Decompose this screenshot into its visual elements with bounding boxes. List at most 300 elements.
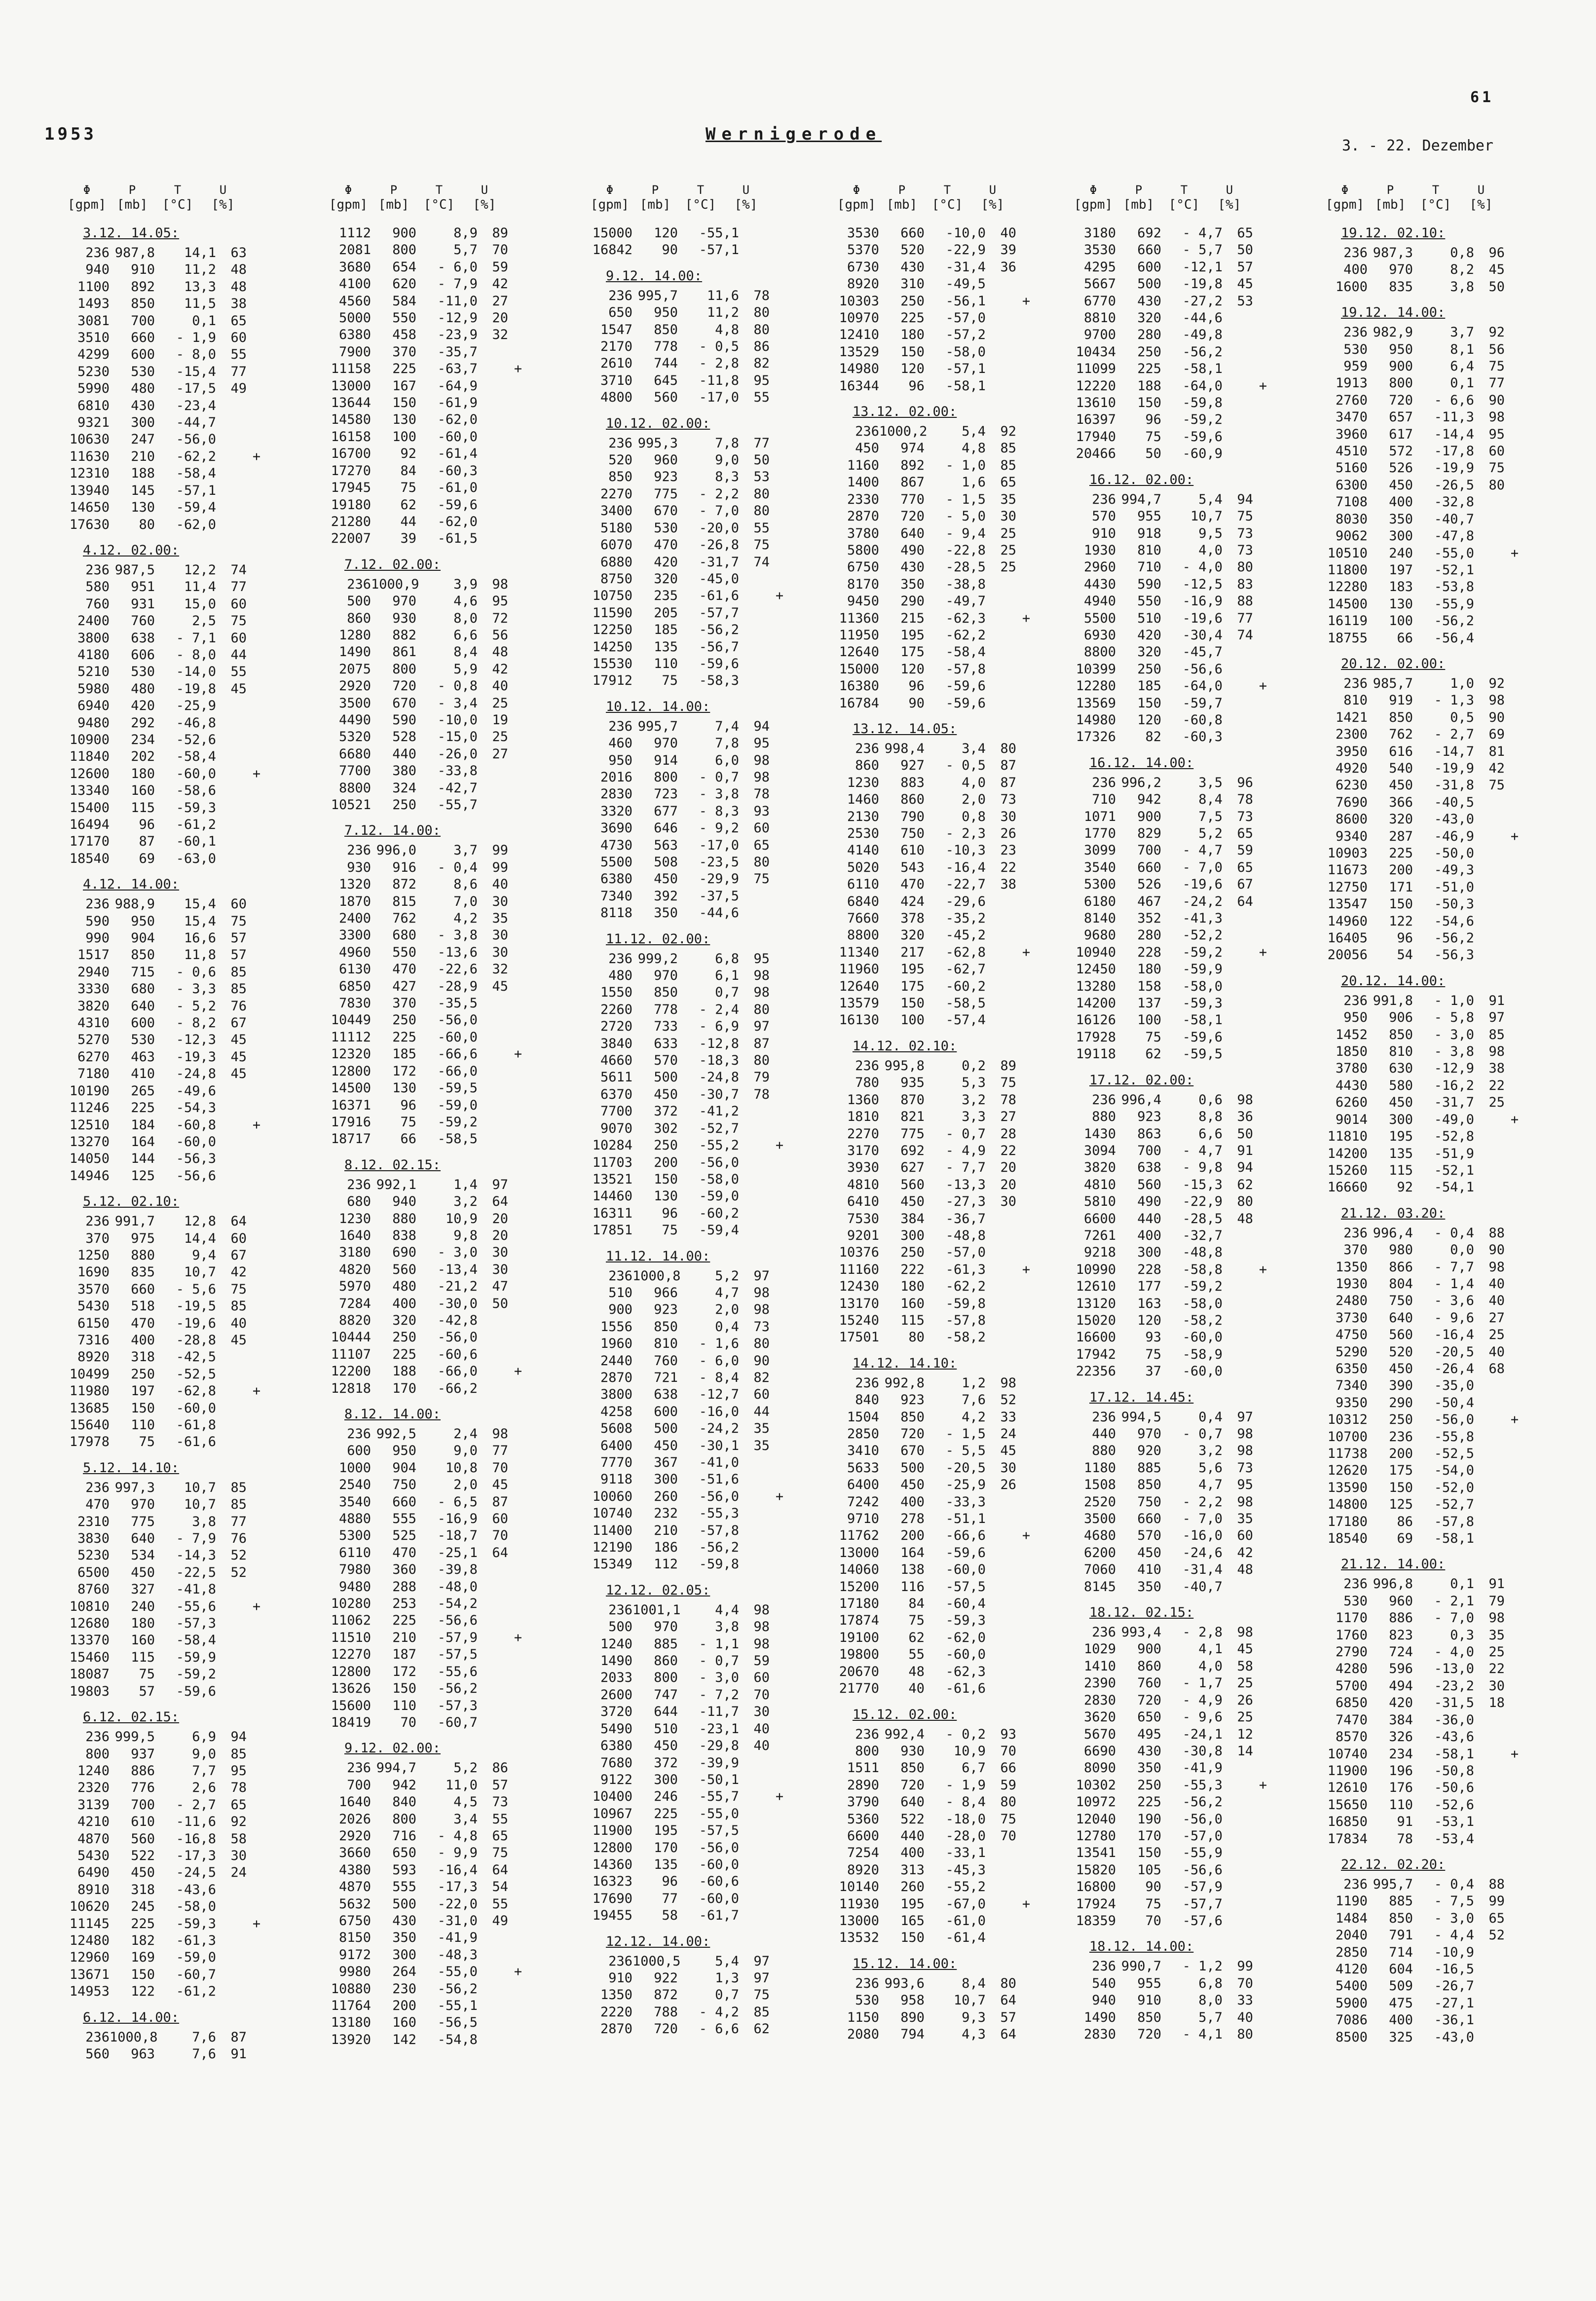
tropopause-mark bbox=[508, 1845, 528, 1861]
geopotential-cell: 5430 bbox=[77, 1299, 110, 1314]
humidity-cell: 98 bbox=[753, 1602, 770, 1618]
sounding-block bbox=[567, 225, 814, 259]
pressure-cell: 778 bbox=[654, 339, 678, 355]
pressure-cell: 115 bbox=[1389, 1162, 1413, 1178]
temperature-cell: -54,6 bbox=[1434, 913, 1474, 929]
tropopause-mark bbox=[247, 1150, 266, 1167]
temperature-cell: -62,0 bbox=[437, 514, 478, 529]
temperature-cell: 1,2 bbox=[962, 1375, 986, 1391]
humidity-cell: 26 bbox=[1237, 1692, 1253, 1708]
pressure-cell: 560 bbox=[1137, 1177, 1161, 1192]
sounding-row bbox=[814, 961, 1061, 978]
geopotential-cell: 3530 bbox=[847, 225, 879, 241]
tropopause-mark: + bbox=[514, 1630, 522, 1645]
tropopause-mark bbox=[1253, 695, 1273, 712]
humidity-cell bbox=[216, 1916, 247, 1932]
sounding-row bbox=[306, 1698, 553, 1714]
tropopause-mark bbox=[1505, 1814, 1524, 1830]
sounding-row bbox=[1302, 1593, 1549, 1610]
pressure-cell: 450 bbox=[654, 1738, 678, 1754]
sounding-row bbox=[1051, 327, 1298, 343]
geopotential-cell: 2270 bbox=[847, 1126, 879, 1142]
sounding-block bbox=[1302, 304, 1549, 647]
temperature-cell: - 6,6 bbox=[1434, 392, 1474, 408]
geopotential-cell: 236 bbox=[1343, 245, 1368, 260]
humidity-cell bbox=[1474, 1462, 1505, 1479]
geopotential-cell: 18540 bbox=[69, 851, 110, 866]
temperature-cell: 10,7 bbox=[184, 1480, 216, 1495]
geopotential-cell: 5490 bbox=[600, 1721, 632, 1737]
pressure-cell: 450 bbox=[900, 1194, 925, 1210]
humidity-cell bbox=[1223, 944, 1253, 961]
geopotential-cell: 1150 bbox=[847, 2009, 879, 2025]
geopotential-cell: 5370 bbox=[847, 242, 879, 258]
tropopause-mark bbox=[1253, 1494, 1273, 1511]
temperature-cell: -58,6 bbox=[176, 783, 216, 799]
pressure-cell: 120 bbox=[654, 225, 678, 241]
sounding-row bbox=[1302, 1927, 1549, 1944]
humidity-cell: 73 bbox=[753, 1319, 770, 1335]
geopotential-cell: 10312 bbox=[1327, 1412, 1368, 1428]
humidity-cell: 98 bbox=[1488, 693, 1505, 708]
sounding-row bbox=[1051, 491, 1298, 508]
humidity-cell: 40 bbox=[1237, 2009, 1253, 2025]
sounding-row bbox=[44, 1230, 291, 1247]
sounding-row bbox=[567, 1556, 814, 1573]
tropopause-mark bbox=[247, 482, 266, 499]
geopotential-cell: 1550 bbox=[600, 985, 632, 1001]
tropopause-mark bbox=[770, 2021, 789, 2038]
humidity-cell: 60 bbox=[492, 1511, 508, 1527]
humidity-cell bbox=[1474, 1446, 1505, 1462]
pressure-cell: 724 bbox=[1389, 1644, 1413, 1660]
sounding-row bbox=[814, 1913, 1061, 1930]
pressure-cell: 955 bbox=[1137, 509, 1161, 524]
sounding-row bbox=[567, 871, 814, 888]
sounding-row bbox=[1302, 1411, 1549, 1428]
tropopause-mark bbox=[1505, 845, 1524, 862]
sounding-row bbox=[306, 1760, 553, 1777]
tropopause-mark bbox=[1253, 1177, 1273, 1193]
temperature-cell: 7,7 bbox=[192, 1763, 216, 1779]
temperature-cell: -59,3 bbox=[176, 1916, 216, 1931]
sounding-row bbox=[814, 1227, 1061, 1244]
pressure-cell: 692 bbox=[1137, 225, 1161, 241]
tropopause-mark bbox=[1253, 1527, 1273, 1544]
geopotential-cell: 17945 bbox=[331, 480, 371, 496]
temperature-cell: -50,6 bbox=[1434, 1780, 1474, 1796]
humidity-cell: 65 bbox=[492, 1828, 508, 1844]
humidity-cell: 38 bbox=[1488, 1061, 1505, 1076]
tropopause-mark bbox=[770, 951, 789, 967]
geopotential-cell: 3930 bbox=[847, 1160, 879, 1176]
tropopause-mark bbox=[770, 871, 789, 888]
pressure-cell: 1000,2 bbox=[879, 424, 928, 440]
humidity-cell bbox=[216, 748, 247, 765]
geopotential-cell: 2130 bbox=[847, 809, 879, 824]
pressure-cell: 480 bbox=[131, 381, 155, 397]
tropopause-mark bbox=[770, 435, 789, 452]
sounding-row bbox=[567, 554, 814, 571]
pressure-cell: 716 bbox=[392, 1828, 416, 1844]
pressure-cell: 313 bbox=[900, 1862, 925, 1878]
pressure-cell: 654 bbox=[392, 259, 416, 275]
column-6 bbox=[1302, 183, 1549, 2055]
sounding-row bbox=[1302, 1146, 1549, 1162]
sounding-row bbox=[567, 1370, 814, 1386]
pressure-cell: 420 bbox=[131, 698, 155, 714]
sounding-row bbox=[1051, 825, 1298, 842]
humidity-cell: 25 bbox=[1000, 542, 1016, 558]
geopotential-cell: 2920 bbox=[338, 678, 371, 694]
sounding-row bbox=[1302, 392, 1549, 409]
sounding-row bbox=[814, 1743, 1061, 1760]
temperature-cell: -59,3 bbox=[1182, 996, 1223, 1011]
sounding-row bbox=[44, 562, 291, 579]
temperature-cell: -49,7 bbox=[945, 594, 986, 609]
tropopause-mark bbox=[508, 927, 528, 944]
geopotential-cell: 7340 bbox=[1335, 1378, 1368, 1394]
humidity-cell bbox=[1474, 494, 1505, 511]
tropopause-mark bbox=[1505, 596, 1524, 613]
unit-header bbox=[1071, 183, 1298, 212]
geopotential-cell: 9480 bbox=[338, 1579, 371, 1595]
sounding-row bbox=[814, 508, 1061, 525]
tropopause-mark bbox=[1505, 862, 1524, 879]
geopotential-cell: 3780 bbox=[847, 525, 879, 541]
year-label: 1953 bbox=[44, 124, 97, 144]
temperature-cell: -59,4 bbox=[176, 500, 216, 516]
sounding-row bbox=[567, 752, 814, 769]
sounding-row bbox=[1051, 1692, 1298, 1709]
sounding-block bbox=[306, 1406, 553, 1731]
tropopause-mark bbox=[1016, 757, 1036, 774]
sounding-row bbox=[814, 775, 1061, 791]
tropopause-mark bbox=[247, 579, 266, 595]
temperature-cell: 6,8 bbox=[715, 951, 739, 966]
sounding-row bbox=[306, 842, 553, 859]
pressure-cell: 994,7 bbox=[376, 1760, 416, 1776]
geopotential-cell: 11340 bbox=[839, 944, 879, 960]
sounding-row bbox=[44, 1349, 291, 1366]
geopotential-cell: 4258 bbox=[600, 1404, 632, 1419]
humidity-cell bbox=[986, 995, 1016, 1012]
temperature-cell: -31,5 bbox=[1434, 1695, 1474, 1711]
tropopause-mark bbox=[247, 296, 266, 312]
pressure-cell: 510 bbox=[1137, 610, 1161, 626]
sounding-row bbox=[1051, 1312, 1298, 1329]
humidity-cell bbox=[739, 888, 770, 905]
geopotential-cell: 5290 bbox=[1335, 1344, 1368, 1360]
humidity-cell: 90 bbox=[753, 1353, 770, 1369]
humidity-cell: 94 bbox=[1237, 491, 1253, 507]
pressure-cell: 470 bbox=[131, 1315, 155, 1331]
geopotential-cell: 18419 bbox=[331, 1714, 371, 1730]
humidity-cell: 70 bbox=[492, 1460, 508, 1476]
pressure-cell: 720 bbox=[900, 1426, 925, 1442]
sounding-row bbox=[1302, 1678, 1549, 1695]
humidity-cell bbox=[986, 1296, 1016, 1312]
pressure-cell: 900 bbox=[1137, 809, 1161, 824]
pressure-cell: 775 bbox=[900, 1126, 925, 1142]
geopotential-cell: 3800 bbox=[600, 1387, 632, 1403]
tropopause-mark bbox=[1505, 1627, 1524, 1644]
tropopause-mark bbox=[770, 837, 789, 854]
humidity-cell bbox=[1223, 1296, 1253, 1312]
sounding-row bbox=[814, 809, 1061, 825]
temperature-cell: -60,0 bbox=[176, 766, 216, 781]
humidity-cell: 75 bbox=[1237, 509, 1253, 524]
humidity-cell bbox=[478, 395, 508, 411]
geopotential-cell: 7470 bbox=[1335, 1712, 1368, 1728]
geopotential-cell: 6150 bbox=[77, 1315, 110, 1331]
tropopause-mark bbox=[247, 330, 266, 346]
sounding-row bbox=[306, 1930, 553, 1946]
temperature-cell: -58,1 bbox=[1434, 1746, 1474, 1762]
pressure-cell: 850 bbox=[131, 296, 155, 312]
tropopause-mark bbox=[508, 1664, 528, 1680]
pressure-cell: 92 bbox=[400, 446, 416, 462]
humidity-cell: 60 bbox=[230, 896, 247, 912]
temperature-cell: -32,7 bbox=[1182, 1227, 1223, 1243]
tropopause-mark bbox=[770, 288, 789, 304]
pressure-cell: 175 bbox=[1389, 1463, 1413, 1479]
temperature-cell: - 7,0 bbox=[1182, 859, 1223, 875]
temperature-cell: -19,9 bbox=[1434, 460, 1474, 476]
sounding-row bbox=[567, 435, 814, 452]
geopotential-cell: 11840 bbox=[69, 749, 110, 765]
humidity-cell bbox=[478, 1346, 508, 1363]
temperature-cell: 10,7 bbox=[953, 1993, 986, 2008]
temperature-cell: -24,5 bbox=[176, 1865, 216, 1881]
geopotential-cell: 13340 bbox=[69, 783, 110, 799]
pressure-cell: 350 bbox=[1389, 511, 1413, 527]
temperature-cell: - 3,4 bbox=[437, 695, 478, 711]
geopotential-cell: 8090 bbox=[1083, 1760, 1116, 1776]
pressure-cell: 75 bbox=[662, 1223, 678, 1238]
humidity-cell bbox=[739, 622, 770, 638]
tropopause-mark bbox=[508, 1511, 528, 1527]
sounding-row bbox=[1302, 528, 1549, 545]
geopotential-cell: 910 bbox=[1092, 525, 1116, 541]
pressure-cell: 790 bbox=[900, 809, 925, 824]
geopotential-cell: 6930 bbox=[1083, 627, 1116, 643]
temperature-cell: -52,1 bbox=[1434, 562, 1474, 578]
pressure-cell: 325 bbox=[1389, 2029, 1413, 2045]
pressure-cell: 950 bbox=[654, 305, 678, 321]
geopotential-cell: 1490 bbox=[338, 644, 371, 660]
tropopause-mark bbox=[1253, 344, 1273, 361]
temperature-cell: 10,9 bbox=[953, 1743, 986, 1759]
sounding-block bbox=[567, 1933, 814, 2038]
humidity-cell bbox=[1474, 1496, 1505, 1513]
tropopause-mark bbox=[508, 876, 528, 893]
geopotential-cell: 4140 bbox=[847, 843, 879, 858]
humidity-cell bbox=[1223, 1811, 1253, 1828]
tropopause-mark bbox=[1253, 1227, 1273, 1244]
temperature-cell: -56,5 bbox=[437, 2015, 478, 2031]
geopotential-cell: 2026 bbox=[338, 1811, 371, 1827]
temperature-cell: 8,3 bbox=[715, 469, 739, 485]
humidity-cell bbox=[739, 1873, 770, 1890]
geopotential-cell: 1320 bbox=[338, 877, 371, 892]
humidity-cell bbox=[986, 1012, 1016, 1029]
sounding-time-title: 11.12. 02.00: bbox=[606, 931, 710, 947]
humidity-cell bbox=[1223, 644, 1253, 661]
sounding-time-title: 10.12. 02.00: bbox=[606, 415, 710, 431]
geopotential-cell: 9172 bbox=[338, 1947, 371, 1963]
station-title: Wernigerode bbox=[705, 124, 882, 144]
temperature-cell: -40,7 bbox=[1182, 1579, 1223, 1595]
tropopause-mark bbox=[770, 1556, 789, 1573]
humidity-cell: 30 bbox=[492, 944, 508, 960]
sounding-row bbox=[567, 769, 814, 786]
temperature-cell: -57,1 bbox=[176, 482, 216, 498]
sounding-row bbox=[1051, 927, 1298, 944]
temperature-cell: 8,4 bbox=[453, 644, 478, 660]
sounding-row bbox=[814, 741, 1061, 757]
unit-label: T [°C] bbox=[162, 183, 193, 212]
humidity-cell: 70 bbox=[1237, 1975, 1253, 1991]
geopotential-cell: 16323 bbox=[592, 1874, 632, 1890]
tropopause-mark bbox=[508, 1262, 528, 1278]
sounding-row bbox=[1051, 1992, 1298, 2009]
humidity-cell: 73 bbox=[1000, 792, 1016, 808]
pressure-cell: 430 bbox=[1137, 1743, 1161, 1759]
pressure-cell: 450 bbox=[1389, 778, 1413, 793]
tropopause-mark bbox=[770, 1268, 789, 1285]
sounding-row bbox=[44, 398, 291, 414]
sounding-row bbox=[1302, 828, 1549, 845]
pressure-cell: 37 bbox=[1145, 1364, 1161, 1379]
tropopause-mark bbox=[1253, 712, 1273, 729]
pressure-cell: 987,3 bbox=[1373, 245, 1413, 260]
sounding-row bbox=[1302, 1729, 1549, 1745]
pressure-cell: 215 bbox=[900, 610, 925, 626]
temperature-cell: - 7,1 bbox=[176, 630, 216, 646]
geopotential-cell: 3710 bbox=[600, 372, 632, 388]
tropopause-mark bbox=[1253, 491, 1273, 508]
pressure-cell: 500 bbox=[1137, 276, 1161, 292]
humidity-cell: 40 bbox=[230, 1315, 247, 1331]
sounding-row bbox=[1302, 1043, 1549, 1060]
humidity-cell: 24 bbox=[1000, 1426, 1016, 1442]
pressure-cell: 572 bbox=[1389, 444, 1413, 459]
sounding-row bbox=[567, 1704, 814, 1720]
pressure-cell: 69 bbox=[1397, 1531, 1413, 1547]
geopotential-cell: 8920 bbox=[847, 1862, 879, 1878]
geopotential-cell: 850 bbox=[608, 469, 632, 485]
sounding-row bbox=[1051, 610, 1298, 627]
tropopause-mark bbox=[1253, 978, 1273, 995]
sounding-row bbox=[567, 718, 814, 735]
geopotential-cell: 6400 bbox=[600, 1438, 632, 1453]
temperature-cell: - 5,7 bbox=[1182, 242, 1223, 258]
pressure-cell: 225 bbox=[392, 1029, 416, 1045]
pressure-cell: 815 bbox=[392, 893, 416, 909]
temperature-cell: 3,5 bbox=[1198, 775, 1223, 790]
tropopause-mark bbox=[770, 854, 789, 871]
tropopause-mark bbox=[1016, 809, 1036, 825]
pressure-cell: 570 bbox=[1137, 1528, 1161, 1544]
humidity-cell: 73 bbox=[1237, 809, 1253, 824]
tropopause-mark bbox=[1016, 1664, 1036, 1680]
pressure-cell: 87 bbox=[139, 834, 155, 850]
sounding-row bbox=[306, 1913, 553, 1930]
sounding-block bbox=[814, 721, 1061, 1029]
geopotential-cell: 14060 bbox=[839, 1562, 879, 1578]
tropopause-mark bbox=[1016, 775, 1036, 791]
pressure-cell: 110 bbox=[131, 1417, 155, 1433]
pressure-cell: 530 bbox=[131, 664, 155, 680]
tropopause-mark bbox=[1253, 1709, 1273, 1726]
sounding-row bbox=[44, 1366, 291, 1383]
temperature-cell: -58,2 bbox=[1182, 1312, 1223, 1328]
humidity-cell bbox=[986, 944, 1016, 961]
tropopause-mark bbox=[1253, 593, 1273, 610]
humidity-cell: 70 bbox=[753, 1687, 770, 1703]
geopotential-cell: 1071 bbox=[1083, 809, 1116, 824]
pressure-cell: 180 bbox=[131, 1616, 155, 1632]
humidity-cell: 60 bbox=[1237, 1528, 1253, 1544]
sounding-row bbox=[1051, 1177, 1298, 1193]
sounding-time-title: 17.12. 14.45: bbox=[1089, 1389, 1194, 1405]
temperature-cell: -59,2 bbox=[1182, 1279, 1223, 1295]
sounding-row bbox=[814, 327, 1061, 343]
temperature-cell: -45,2 bbox=[945, 928, 986, 943]
pressure-cell: 467 bbox=[1137, 893, 1161, 909]
sounding-row bbox=[306, 259, 553, 276]
pressure-cell: 420 bbox=[1137, 627, 1161, 643]
humidity-cell: 59 bbox=[1237, 843, 1253, 858]
humidity-cell bbox=[1223, 1029, 1253, 1046]
geopotential-cell: 8145 bbox=[1083, 1579, 1116, 1595]
sounding-row bbox=[306, 242, 553, 259]
temperature-cell: -60,0 bbox=[437, 429, 478, 445]
humidity-cell: 60 bbox=[1488, 444, 1505, 459]
pressure-cell: 720 bbox=[654, 2021, 678, 2037]
tropopause-mark: + bbox=[514, 361, 522, 377]
pressure-cell: 550 bbox=[392, 310, 416, 326]
pressure-cell: 750 bbox=[392, 1477, 416, 1493]
tropopause-mark bbox=[508, 463, 528, 480]
sounding-row bbox=[44, 1864, 291, 1881]
sounding-row bbox=[1051, 1726, 1298, 1743]
geopotential-cell: 2520 bbox=[1083, 1494, 1116, 1510]
humidity-cell bbox=[739, 905, 770, 922]
sounding-row bbox=[567, 888, 814, 905]
humidity-cell: 28 bbox=[1000, 1126, 1016, 1142]
sounding-block bbox=[1051, 1072, 1298, 1380]
sounding-row bbox=[814, 1296, 1061, 1312]
sounding-row bbox=[306, 763, 553, 779]
tropopause-mark bbox=[1253, 1460, 1273, 1477]
tropopause-mark bbox=[1016, 1992, 1036, 2009]
temperature-cell: -14,7 bbox=[1434, 743, 1474, 759]
tropopause-mark bbox=[247, 1530, 266, 1547]
humidity-cell bbox=[216, 1150, 247, 1167]
sounding-row bbox=[1051, 1109, 1298, 1125]
humidity-cell bbox=[478, 1329, 508, 1346]
sounding-row bbox=[1302, 1797, 1549, 1814]
temperature-cell: - 3,8 bbox=[437, 928, 478, 943]
temperature-cell: -20,5 bbox=[1434, 1344, 1474, 1360]
geopotential-cell: 17270 bbox=[331, 463, 371, 479]
humidity-cell: 90 bbox=[1488, 1242, 1505, 1258]
geopotential-cell: 4680 bbox=[1083, 1528, 1116, 1544]
pressure-cell: 720 bbox=[900, 509, 925, 524]
sounding-row bbox=[1051, 1896, 1298, 1913]
